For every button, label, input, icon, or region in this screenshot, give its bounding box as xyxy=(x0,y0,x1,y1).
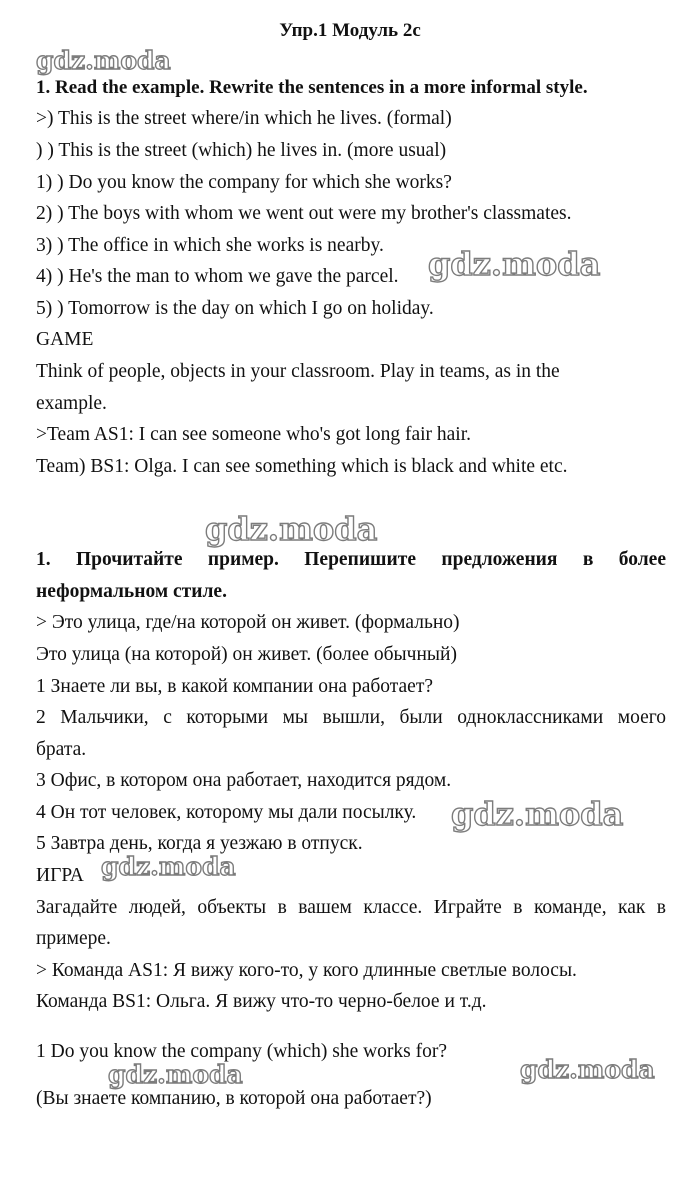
answer-line: 1 Do you know the company (which) she works for? xyxy=(36,1041,448,1062)
russian-line: Загадайте людей, объекты в вашем классе. Играйте в команде, как в xyxy=(36,897,666,918)
english-line: example. xyxy=(36,393,107,414)
russian-line: 1 Знаете ли вы, в какой компании она работает? xyxy=(36,676,434,697)
english-line: ) ) This is the street (which) he lives in. (more usual) xyxy=(36,140,447,161)
english-line: >) This is the street where/in which he lives. (formal) xyxy=(36,108,452,129)
english-line: GAME xyxy=(36,329,94,350)
answer-translation: (Вы знаете компанию, в которой она работает?) xyxy=(36,1088,432,1109)
watermark-logo: gdz.moda xyxy=(108,1060,243,1089)
english-line: 3) ) The office in which she works is nearby. xyxy=(36,235,384,256)
english-line: 1) ) Do you know the company for which she works? xyxy=(36,172,452,193)
english-line: Team) BS1: Olga. I can see something which is black and white etc. xyxy=(36,456,568,477)
english-line: 5) ) Tomorrow is the day on which I go on holiday. xyxy=(36,298,434,319)
watermark-logo: gdz.moda xyxy=(36,46,171,75)
watermark-logo: gdz.moda xyxy=(451,795,624,833)
watermark-logo: gdz.moda xyxy=(101,852,236,881)
russian-line: > Это улица, где/на которой он живет. (формально) xyxy=(36,612,460,633)
english-line: 2) ) The boys with whom we went out were my brother's classmates. xyxy=(36,203,572,224)
page-title: Упр.1 Модуль 2с xyxy=(279,20,421,41)
english-heading: 1. Read the example. Rewrite the sentences in a more informal style. xyxy=(36,77,588,98)
russian-line: 3 Офис, в котором она работает, находится рядом. xyxy=(36,770,452,791)
watermark-logo: gdz.moda xyxy=(205,510,378,548)
russian-line: Это улица (на которой) он живет. (более обычный) xyxy=(36,644,457,665)
watermark-logo: gdz.moda xyxy=(428,245,601,283)
english-line: 4) ) He's the man to whom we gave the parcel. xyxy=(36,266,399,287)
russian-line: ИГРА xyxy=(36,865,84,886)
russian-heading: неформальном стиле. xyxy=(36,581,227,602)
russian-line: 4 Он тот человек, которому мы дали посылку. xyxy=(36,802,417,823)
russian-line: 2 Мальчики, с которыми мы вышли, были одноклассниками моего xyxy=(36,707,666,728)
english-line: >Team AS1: I can see someone who's got long fair hair. xyxy=(36,424,472,445)
russian-line: брата. xyxy=(36,739,87,760)
english-line: Think of people, objects in your classroom. Play in teams, as in the xyxy=(36,361,560,382)
russian-line: Команда BS1: Ольга. Я вижу что-то черно-белое и т.д. xyxy=(36,991,487,1012)
russian-line: 5 Завтра день, когда я уезжаю в отпуск. xyxy=(36,833,363,854)
watermark-logo: gdz.moda xyxy=(520,1055,655,1084)
russian-heading: 1. Прочитайте пример. Перепишите предложения в более xyxy=(36,549,666,570)
russian-line: примере. xyxy=(36,928,111,949)
russian-line: > Команда AS1: Я вижу кого-то, у кого длинные светлые волосы. xyxy=(36,960,577,981)
